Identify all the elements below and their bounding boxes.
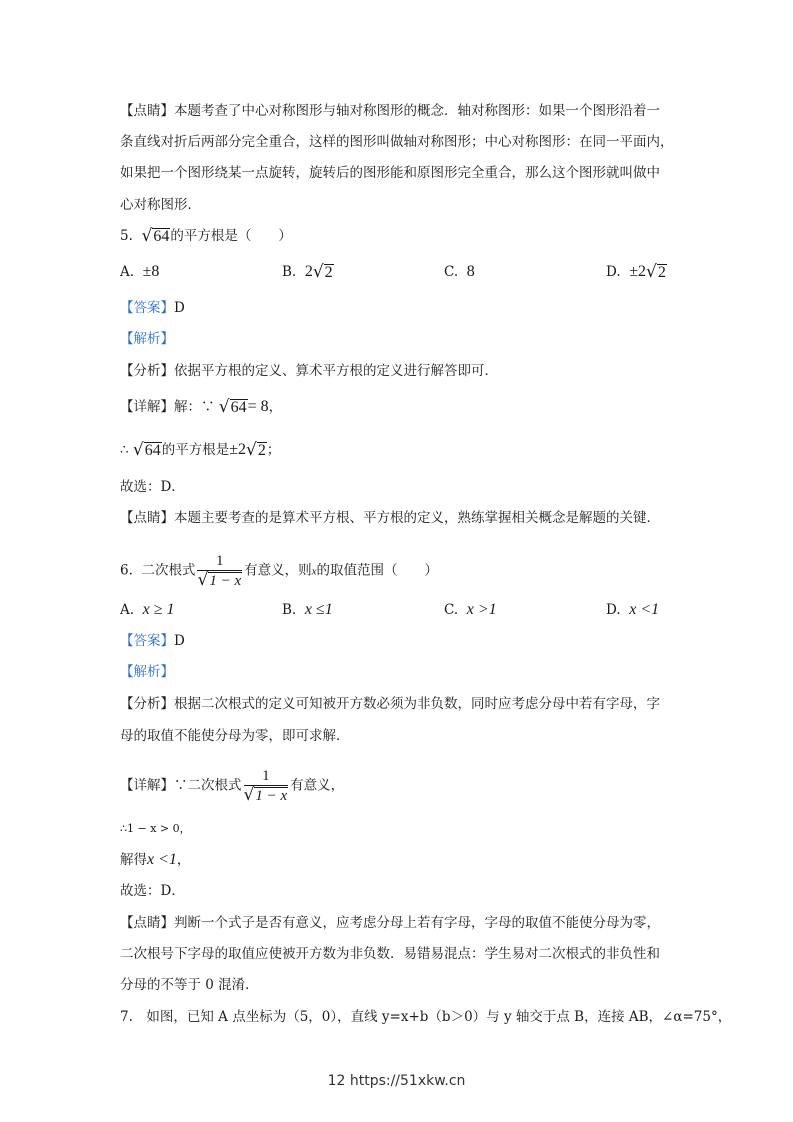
option-a-value: ±8 [142, 263, 160, 280]
dianjing-line-1: 【点睛】判断一个式子是否有意义，应考虑分母上若有字母，字母的取值不能使分母为零， [120, 915, 660, 931]
question-number: 6. [120, 562, 133, 579]
sqrt-2: √ 2 [312, 262, 333, 282]
answer-tag: 【答案】 [120, 300, 174, 316]
xiangjie-line: 【详解】∵二次根式 1 √ 1 − x 有意义， [120, 768, 345, 806]
option-b: B. 2 √ 2 [282, 262, 333, 282]
sqrt-2: √ 2 [246, 440, 266, 460]
sqrt-64: √ 64 [218, 397, 247, 417]
dianjing-line-3: 如果把一个图形绕某一点旋转，旋转后的图形能和原图形完全重合，那么这个图形就叫做中 [120, 165, 660, 181]
page-footer: 12 https://51xkw.cn [327, 1073, 466, 1089]
question-stem-text: 的平方根是（ ） [170, 228, 292, 244]
solve-line: 解得x <1， [120, 851, 191, 868]
fraction: 1 √ 1 − x [243, 768, 288, 806]
condition-line: ∴1 − x > 0， [120, 822, 191, 835]
question-5-stem [120, 226, 292, 246]
dianjing-tag: 【点睛】 [120, 103, 174, 119]
option-c-value: 8 [466, 263, 475, 280]
option-a: A. x ≥ 1 [120, 601, 175, 618]
sqrt-64: √ 64 [132, 440, 161, 460]
dianjing-line-2: 二次根号下字母的取值应使被开方数为非负数．易错易混点：学生易对二次根式的非负性和 [120, 946, 660, 962]
dianjing-line-2: 条直线对折后两部分完全重合，这样的图形叫做轴对称图形；中心对称图形：在同一平面内， [120, 134, 674, 150]
dianjing-line: 【点睛】本题主要考查的是算术平方根、平方根的定义，熟练掌握相关概念是解题的关键． [120, 510, 660, 526]
option-a: A. ±8 [120, 263, 160, 280]
option-c: C. 8 [444, 263, 475, 280]
option-d: D. ±2 √ 2 [606, 262, 666, 282]
fenxi-line: 【分析】依据平方根的定义、算术平方根的定义进行解答即可． [120, 363, 498, 379]
option-b: B. x ≤1 [282, 601, 333, 618]
jiexi-heading: 【解析】 [120, 664, 174, 680]
choose-line: 故选：D． [120, 883, 185, 899]
dianjing-line-3: 分母的不等于 0 混淆． [120, 977, 259, 993]
answer-line: 【答案】D [120, 633, 185, 649]
fenxi-line-1: 【分析】根据二次根式的定义可知被开方数必须为非负数，同时应考虑分母中若有字母，字 [120, 696, 660, 712]
therefore-line: ∴ √ 64 的平方根是±2 √ 2 ； [120, 440, 281, 460]
jiexi-heading: 【解析】 [120, 331, 174, 347]
xiangjie-line: 【详解】解：∵ √ 64 = 8， [120, 397, 283, 417]
option-d: D. x <1 [606, 601, 660, 618]
question-6-stem: 6. 二次根式 1 √ 1 − x 有意义，则x的取值范围（ ） [120, 553, 438, 591]
question-number: 5. [120, 228, 133, 244]
answer-value: D [174, 300, 185, 316]
sqrt-64: √ 64 [141, 226, 170, 246]
option-c: C. x >1 [444, 601, 497, 618]
dianjing-paragraph [120, 101, 660, 121]
dianjing-line-1: 本题考查了中心对称图形与轴对称图形的概念．轴对称图形：如果一个图形沿着一 [174, 103, 660, 119]
sqrt-2: √ 2 [646, 262, 666, 282]
choose-line: 故选：D． [120, 479, 185, 495]
dianjing-line-4: 心对称图形． [120, 197, 201, 213]
question-7-stem: 7. 如图，已知 A 点坐标为（5，0），直线 y=x+b（b＞0）与 y 轴交于点 B，连接 AB，∠α=75°， [120, 1009, 732, 1025]
fraction: 1 √ 1 − x [197, 553, 242, 591]
answer-line [120, 298, 185, 318]
fenxi-line-2: 母的取值不能使分母为零，即可求解． [120, 728, 350, 744]
